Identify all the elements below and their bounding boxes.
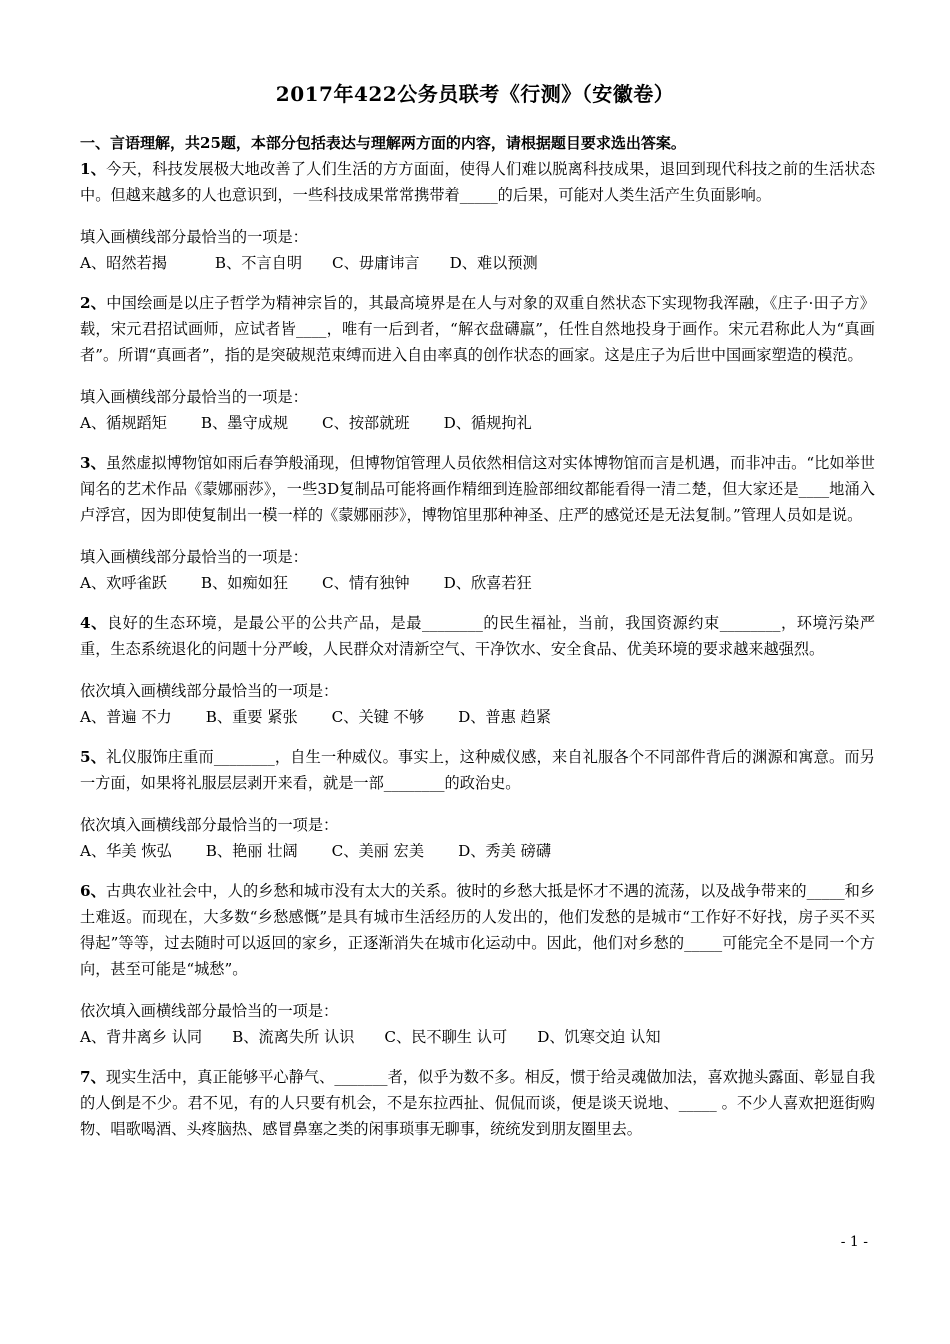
option-a: A、循规蹈矩 bbox=[80, 414, 167, 432]
options-row bbox=[80, 410, 875, 436]
option-a: A、昭然若揭 bbox=[80, 254, 167, 272]
option-d: D、饥寒交迫 认知 bbox=[537, 1028, 661, 1046]
option-a: A、欢呼雀跃 bbox=[80, 574, 167, 592]
question-7 bbox=[80, 1064, 875, 1142]
question-text bbox=[80, 290, 875, 368]
question-3 bbox=[80, 450, 875, 596]
question-prompt: 依次填入画横线部分最恰当的一项是： bbox=[80, 1002, 339, 1020]
question-text bbox=[80, 450, 875, 528]
question-body: 中国绘画是以庄子哲学为精神宗旨的，其最高境界是在人与对象的双重自然状态下实现物我浑融，《庄子·田子方》载，宋元君招试画师，应试者皆____，唯有一后到者，“解衣盘礴羸”，任性自然地投身于画作。宋元君称此人为“真画者”。所谓“真画者”，指的是突破规范束缚而进入自由率真的创作状态的画家。这是庄子为后世中国画家塑造的模范。 bbox=[80, 294, 875, 364]
question-1 bbox=[80, 156, 875, 276]
question-prompt: 填入画横线部分最恰当的一项是： bbox=[80, 548, 308, 566]
question-body: 古典农业社会中，人的乡愁和城市没有太大的关系。彼时的乡愁大抵是怀才不遇的流荡，以及战争带来的_____和乡土难返。而现在，大多数“乡愁感慨”是具有城市生活经历的人发出的，他们发愁的是城市“工作好不好找，房子买不买得起”等等，过去随时可以返回的家乡，正逐渐消失在城市化运动中。因此，他们对乡愁的_____可能完全不是同一个方向，甚至可能是“城愁”。 bbox=[80, 882, 876, 978]
question-body: 今天，科技发展极大地改善了人们生活的方方面面，使得人们难以脱离科技成果，退回到现代科技之前的生活状态中。但越来越多的人也意识到，一些科技成果常常携带着_____的后果，可能对人类生活产生负面影响。 bbox=[80, 160, 876, 204]
options-row bbox=[80, 704, 875, 730]
section-heading: 一、言语理解，共25题，本部分包括表达与理解两方面的内容，请根据题目要求选出答案。 bbox=[80, 134, 686, 152]
question-prompt: 填入画横线部分最恰当的一项是： bbox=[80, 228, 308, 246]
option-c: C、毋庸讳言 bbox=[332, 254, 420, 272]
options-row bbox=[80, 570, 875, 596]
question-number: 7、 bbox=[80, 1068, 106, 1086]
page-title: 2017年422公务员联考《行测》（安徽卷） bbox=[275, 82, 675, 106]
question-4 bbox=[80, 610, 875, 730]
question-prompt: 依次填入画横线部分最恰当的一项是： bbox=[80, 816, 339, 834]
option-c: C、情有独钟 bbox=[322, 574, 410, 592]
option-c: C、关键 不够 bbox=[331, 708, 425, 726]
option-d: D、普惠 趋紧 bbox=[458, 708, 552, 726]
question-number: 1、 bbox=[80, 160, 107, 178]
option-a: A、背井离乡 认同 bbox=[80, 1028, 203, 1046]
question-text bbox=[80, 610, 875, 662]
question-prompt: 填入画横线部分最恰当的一项是： bbox=[80, 388, 308, 406]
question-text bbox=[80, 744, 875, 796]
option-b: B、如痴如狂 bbox=[200, 574, 289, 592]
question-body: 现实生活中，真正能够平心静气、_______者，似乎为数不多。相反，惯于给灵魂做加法，喜欢抛头露面、彰显自我的人倒是不少。君不见，有的人只要有机会，不是东拉西扯、侃侃而谈，便是谈天说地、_____ 。不少人喜欢把逛街购物、唱歌喝酒、头疼脑热、感冒鼻塞之类的闲事琐事无聊事，统统发到朋友圈里去。 bbox=[80, 1068, 876, 1138]
content-body bbox=[80, 130, 875, 1142]
question-number: 6、 bbox=[80, 882, 106, 900]
question-number: 5、 bbox=[80, 748, 107, 766]
question-6 bbox=[80, 878, 875, 1050]
options-row bbox=[80, 1024, 875, 1050]
question-number: 3、 bbox=[80, 454, 106, 472]
question-5 bbox=[80, 744, 875, 864]
question-number: 2、 bbox=[80, 294, 107, 312]
option-d: D、循规拘礼 bbox=[443, 414, 532, 432]
option-b: B、不言自明 bbox=[214, 254, 303, 272]
option-b: B、墨守成规 bbox=[200, 414, 289, 432]
option-d: D、欣喜若狂 bbox=[443, 574, 532, 592]
option-a: A、华美 恢弘 bbox=[80, 842, 172, 860]
option-b: B、艳丽 壮阔 bbox=[205, 842, 298, 860]
question-number: 4、 bbox=[80, 614, 107, 632]
question-text bbox=[80, 1064, 875, 1142]
option-b: B、流离失所 认识 bbox=[232, 1028, 355, 1046]
options-row bbox=[80, 838, 875, 864]
question-body: 虽然虚拟博物馆如雨后春笋般涌现，但博物馆管理人员依然相信这对实体博物馆而言是机遇，而非冲击。“比如举世闻名的艺术作品《蒙娜丽莎》，一些3D复制品可能将画作精细到连脸部细纹都能看得一清二楚，但大家还是____地涌入卢浮宫，因为即使复制出一模一样的《蒙娜丽莎》，博物馆里那种神圣、庄严的感觉还是无法复制。”管理人员如是说。 bbox=[80, 454, 875, 524]
page-number: - 1 - bbox=[840, 1234, 868, 1250]
question-body: 礼仪服饰庄重而________，自生一种威仪。事实上，这种威仪感，来自礼服各个不同部件背后的渊源和寓意。而另一方面，如果将礼服层层剥开来看，就是一部________的政治史。 bbox=[80, 748, 875, 792]
option-c: C、民不聊生 认可 bbox=[384, 1028, 508, 1046]
option-d: D、难以预测 bbox=[449, 254, 538, 272]
option-d: D、秀美 磅礴 bbox=[458, 842, 552, 860]
options-row bbox=[80, 250, 875, 276]
option-a: A、普遍 不力 bbox=[80, 708, 172, 726]
question-2 bbox=[80, 290, 875, 436]
option-c: C、美丽 宏美 bbox=[331, 842, 425, 860]
option-c: C、按部就班 bbox=[322, 414, 410, 432]
question-prompt: 依次填入画横线部分最恰当的一项是： bbox=[80, 682, 339, 700]
question-text bbox=[80, 156, 875, 208]
question-text bbox=[80, 878, 875, 982]
option-b: B、重要 紧张 bbox=[205, 708, 298, 726]
question-body: 良好的生态环境，是最公平的公共产品，是最________的民生福祉，当前，我国资源约束________，环境污染严重，生态系统退化的问题十分严峻，人民群众对清新空气、干净饮水、安全食品、优美环境的要求越来越强烈。 bbox=[80, 614, 876, 658]
